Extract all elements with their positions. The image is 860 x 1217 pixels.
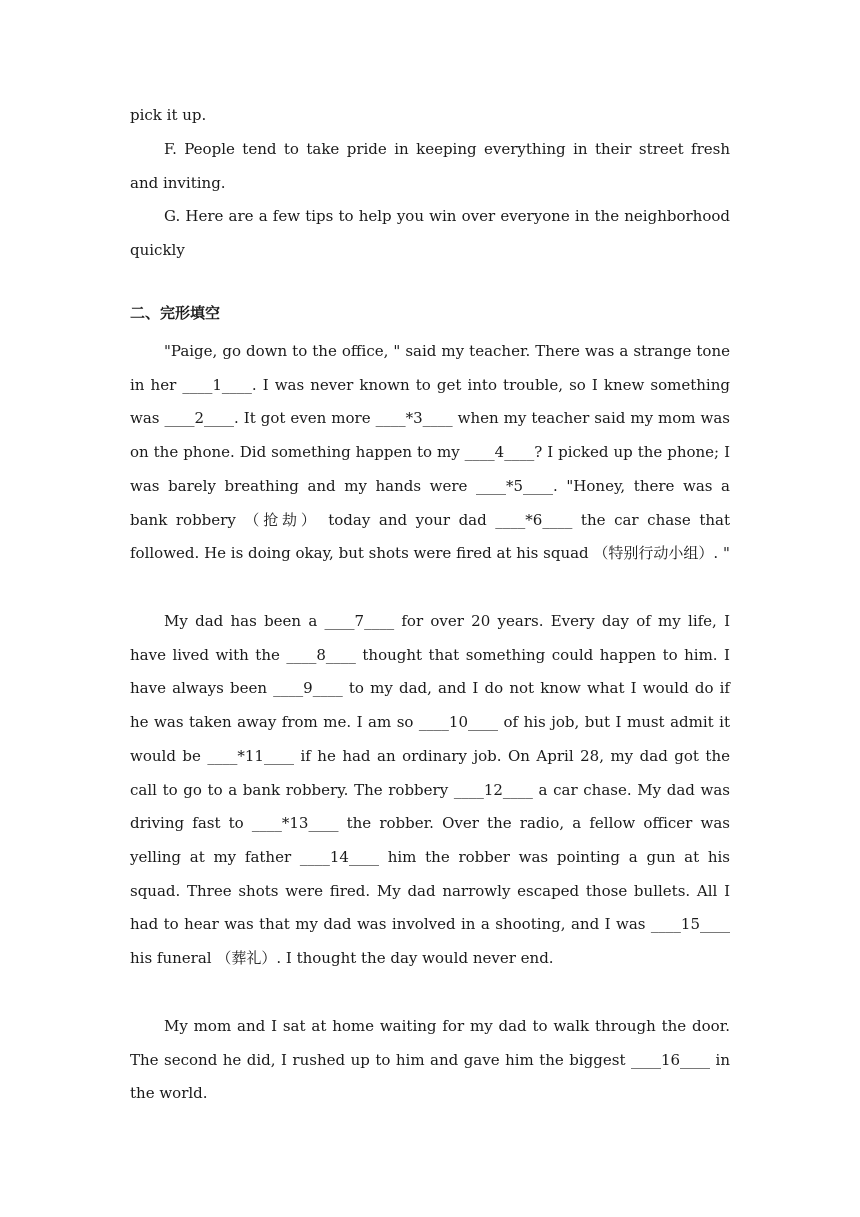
option-g: G. Here are a few tips to help you win over everyone in the neighborhood quickly (130, 207, 730, 259)
cloze-paragraph-1: "Paige, go down to the office, " said my teacher. There was a strange tone in her ____1____. I was never known to get into trouble, so I knew something was ____2____. It got even more ____*3____ when my teacher said my mom was on the phone. Did something happen to my ____4____? I picked up the phone; I was barely breathing and my hands were ____*5____. "Honey, there was a bank robbery （抢劫） today and your dad ____*6____ the car chase that followed. He is doing okay, but shots were fired at his squad （特别行动小组）. " (130, 342, 730, 563)
option-e-continuation: pick it up. (130, 106, 207, 124)
cloze-paragraph-3: My mom and I sat at home waiting for my dad to walk through the door. The second he did, I rushed up to him and gave him the biggest ____16____ in the world. (130, 1017, 730, 1103)
option-f: F. People tend to take pride in keeping everything in their street fresh and inviting. (130, 140, 730, 192)
section-title-cloze: 二、完形填空 (130, 304, 221, 322)
cloze-paragraph-2: My dad has been a ____7____ for over 20 years. Every day of my life, I have lived with the ____8____ thought that something could happen to him. I have always been ____9____ to my dad, and I do not know what I would do if he was taken away from me. I am so ____10____ of his job, but I must admit it would be ____*11____ if he had an ordinary job. On April 28, my dad got the call to go to a bank robbery. The robbery ____12____ a car chase. My dad was driving fast to ____*13____ the robber. Over the radio, a fellow officer was yelling at my father ____14____ him the robber was pointing a gun at his squad. Three shots were fired. My dad narrowly escaped those bullets. All I had to hear was that my dad was involved in a shooting, and I was ____15____ his funeral （葬礼）. I thought the day would never end. (130, 612, 730, 968)
